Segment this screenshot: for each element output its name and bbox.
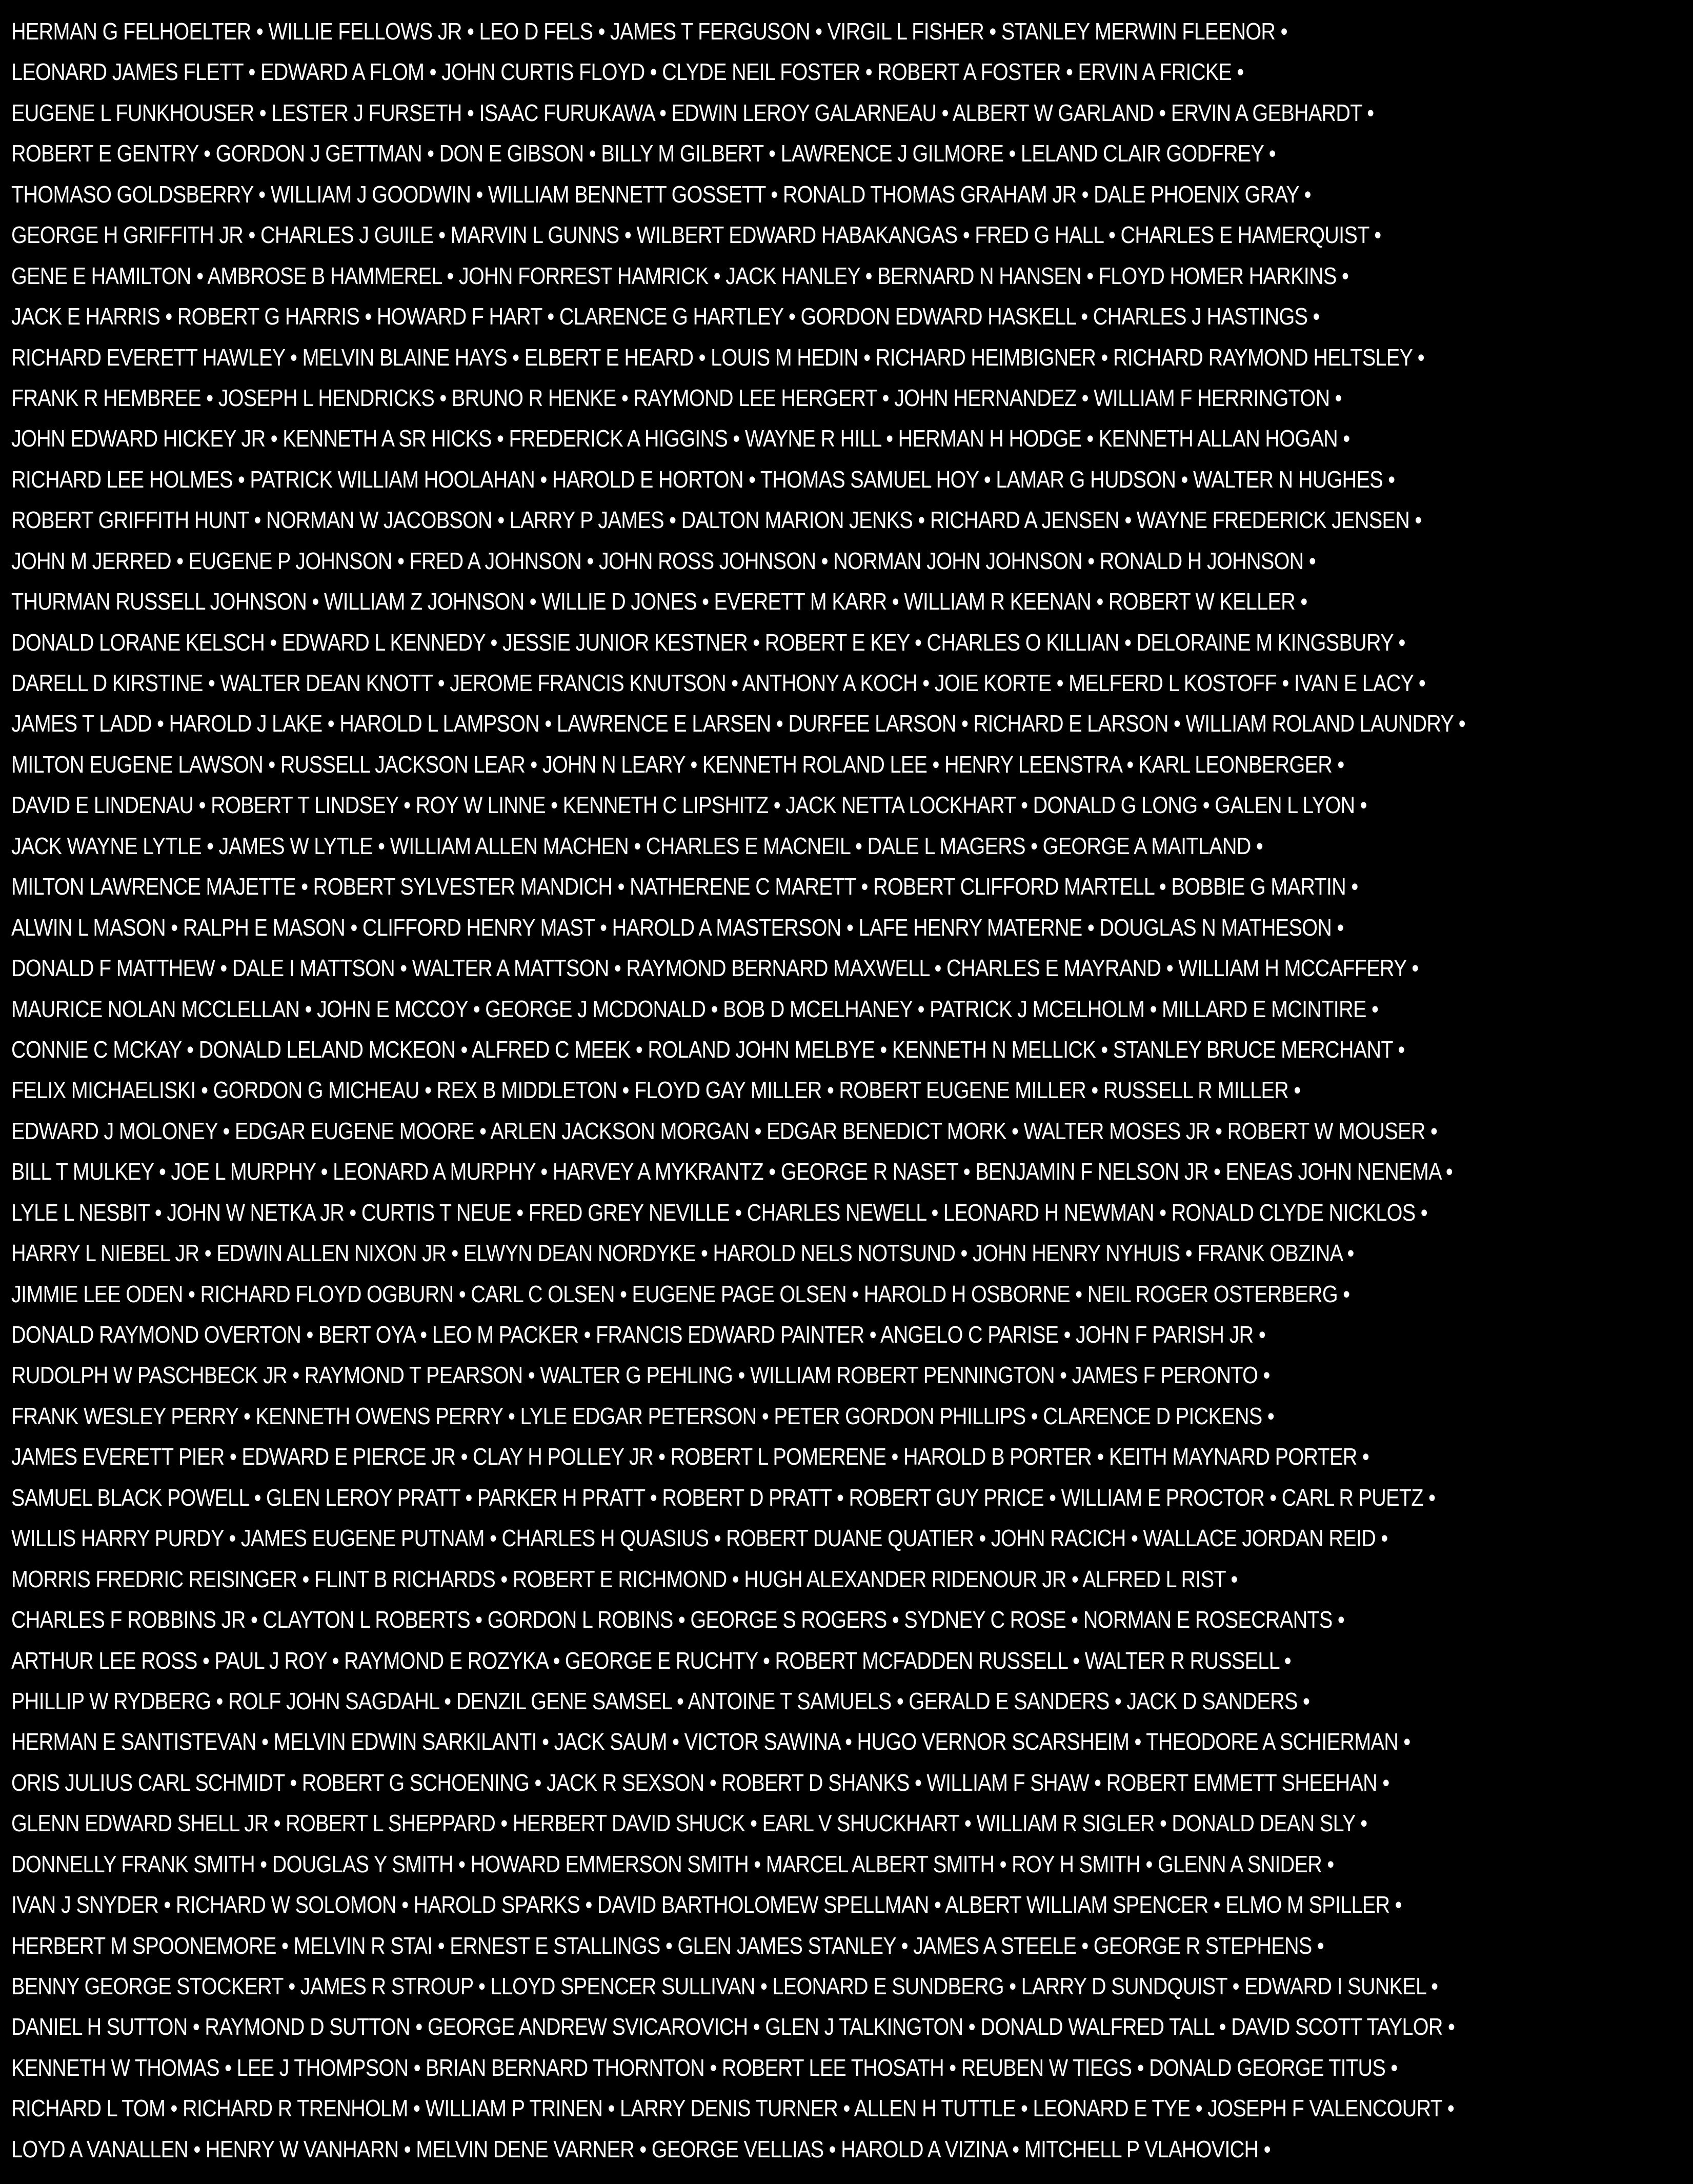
name-line: PHILLIP W RYDBERG • ROLF JOHN SAGDAHL • DENZIL GENE SAMSEL • ANTOINE T SAMUELS • GERALD E SANDERS • JACK D SANDERS •: [11, 1687, 1310, 1714]
name-line: DONALD F MATTHEW • DALE I MATTSON • WALTER A MATTSON • RAYMOND BERNARD MAXWELL • CHARLES E MAYRAND • WILLIAM H MCCAFFERY •: [11, 955, 1419, 982]
name-line: EUGENE L FUNKHOUSER • LESTER J FURSETH • ISAAC FURUKAWA • EDWIN LEROY GALARNEAU • ALBERT W GARLAND • ERVIN A GEBHARDT •: [11, 99, 1374, 126]
name-line: HARRY L NIEBEL JR • EDWIN ALLEN NIXON JR • ELWYN DEAN NORDYKE • HAROLD NELS NOTSUND • JOHN HENRY NYHUIS • FRANK OBZINA •: [11, 1240, 1354, 1267]
name-line: IVAN J SNYDER • RICHARD W SOLOMON • HAROLD SPARKS • DAVID BARTHOLOMEW SPELLMAN • ALBERT WILLIAM SPENCER • ELMO M SPILLER •: [11, 1891, 1402, 1918]
name-line: THOMASO GOLDSBERRY • WILLIAM J GOODWIN • WILLIAM BENNETT GOSSETT • RONALD THOMAS GRAHAM JR • DALE PHOENIX GRAY •: [11, 180, 1311, 208]
name-line: DARELL D KIRSTINE • WALTER DEAN KNOTT • JEROME FRANCIS KNUTSON • ANTHONY A KOCH • JOIE KORTE • MELFERD L KOSTOFF • IVAN E LACY •: [11, 670, 1426, 696]
name-line: HERBERT M SPOONEMORE • MELVIN R STAI • ERNEST E STALLINGS • GLEN JAMES STANLEY • JAMES A STEELE • GEORGE R STEPHENS •: [11, 1932, 1324, 1959]
name-line: JOHN EDWARD HICKEY JR • KENNETH A SR HICKS • FREDERICK A HIGGINS • WAYNE R HILL • HERMAN H HODGE • KENNETH ALLAN HOGAN •: [11, 425, 1350, 452]
name-line: GLENN EDWARD SHELL JR • ROBERT L SHEPPARD • HERBERT DAVID SHUCK • EARL V SHUCKHART • WILLIAM R SIGLER • DONALD DEAN SLY •: [11, 1810, 1367, 1837]
name-line: EDWARD J MOLONEY • EDGAR EUGENE MOORE • ARLEN JACKSON MORGAN • EDGAR BENEDICT MORK • WALTER MOSES JR • ROBERT W MOUSER •: [11, 1117, 1438, 1144]
name-line: RICHARD EVERETT HAWLEY • MELVIN BLAINE HAYS • ELBERT E HEARD • LOUIS M HEDIN • RICHARD HEIMBIGNER • RICHARD RAYMOND HELTSLEY •: [11, 343, 1424, 371]
name-line: CHARLES F ROBBINS JR • CLAYTON L ROBERTS • GORDON L ROBINS • GEORGE S ROGERS • SYDNEY C ROSE • NORMAN E ROSECRANTS •: [11, 1606, 1345, 1633]
name-line: JAMES T LADD • HAROLD J LAKE • HAROLD L LAMPSON • LAWRENCE E LARSEN • DURFEE LARSON • RICHARD E LARSON • WILLIAM ROLAND LAUNDRY •: [11, 710, 1465, 737]
name-line: JACK E HARRIS • ROBERT G HARRIS • HOWARD F HART • CLARENCE G HARTLEY • GORDON EDWARD HASKELL • CHARLES J HASTINGS •: [11, 303, 1320, 330]
name-line: ORIS JULIUS CARL SCHMIDT • ROBERT G SCHOENING • JACK R SEXSON • ROBERT D SHANKS • WILLIAM F SHAW • ROBERT EMMETT SHEEHAN •: [11, 1769, 1389, 1796]
name-line: DAVID E LINDENAU • ROBERT T LINDSEY • ROY W LINNE • KENNETH C LIPSHITZ • JACK NETTA LOCKHART • DONALD G LONG • GALEN L LYON •: [11, 792, 1367, 819]
name-line: THURMAN RUSSELL JOHNSON • WILLIAM Z JOHNSON • WILLIE D JONES • EVERETT M KARR • WILLIAM R KEENAN • ROBERT W KELLER •: [11, 588, 1307, 615]
name-line: MILTON LAWRENCE MAJETTE • ROBERT SYLVESTER MANDICH • NATHERENE C MARETT • ROBERT CLIFFORD MARTELL • BOBBIE G MARTIN •: [11, 873, 1358, 900]
name-line: JOHN M JERRED • EUGENE P JOHNSON • FRED A JOHNSON • JOHN ROSS JOHNSON • NORMAN JOHN JOHNSON • RONALD H JOHNSON •: [11, 547, 1316, 574]
name-line: DONALD RAYMOND OVERTON • BERT OYA • LEO M PACKER • FRANCIS EDWARD PAINTER • ANGELO C PARISE • JOHN F PARISH JR •: [11, 1321, 1266, 1348]
name-line: CONNIE C MCKAY • DONALD LELAND MCKEON • ALFRED C MEEK • ROLAND JOHN MELBYE • KENNETH N MELLICK • STANLEY BRUCE MERCHANT •: [11, 1036, 1405, 1063]
name-line: LYLE L NESBIT • JOHN W NETKA JR • CURTIS T NEUE • FRED GREY NEVILLE • CHARLES NEWELL • LEONARD H NEWMAN • RONALD CLYDE NICKLOS •: [11, 1199, 1427, 1226]
name-line: SAMUEL BLACK POWELL • GLEN LEROY PRATT • PARKER H PRATT • ROBERT D PRATT • ROBERT GUY PRICE • WILLIAM E PROCTOR • CARL R PUETZ •: [11, 1484, 1436, 1511]
name-line: RICHARD LEE HOLMES • PATRICK WILLIAM HOOLAHAN • HAROLD E HORTON • THOMAS SAMUEL HOY • LAMAR G HUDSON • WALTER N HUGHES •: [11, 466, 1395, 493]
name-line: WILLIS HARRY PURDY • JAMES EUGENE PUTNAM • CHARLES H QUASIUS • ROBERT DUANE QUATIER • JOHN RACICH • WALLACE JORDAN REID •: [11, 1525, 1388, 1552]
name-line: MAURICE NOLAN MCCLELLAN • JOHN E MCCOY • GEORGE J MCDONALD • BOB D MCELHANEY • PATRICK J MCELHOLM • MILLARD E MCINTIRE •: [11, 995, 1379, 1022]
name-line: RICHARD L TOM • RICHARD R TRENHOLM • WILLIAM P TRINEN • LARRY DENIS TURNER • ALLEN H TUTTLE • LEONARD E TYE • JOSEPH F VALENCOURT •: [11, 2095, 1455, 2122]
name-line: FELIX MICHAELISKI • GORDON G MICHEAU • REX B MIDDLETON • FLOYD GAY MILLER • ROBERT EUGENE MILLER • RUSSELL R MILLER •: [11, 1077, 1301, 1104]
name-line: ALWIN L MASON • RALPH E MASON • CLIFFORD HENRY MAST • HAROLD A MASTERSON • LAFE HENRY MATERNE • DOUGLAS N MATHESON •: [11, 914, 1344, 941]
name-line: MORRIS FREDRIC REISINGER • FLINT B RICHARDS • ROBERT E RICHMOND • HUGH ALEXANDER RIDENOUR JR • ALFRED L RIST •: [11, 1565, 1238, 1592]
name-line: LOYD A VANALLEN • HENRY W VANHARN • MELVIN DENE VARNER • GEORGE VELLIAS • HAROLD A VIZINA • MITCHELL P VLAHOVICH •: [11, 2135, 1271, 2162]
name-line: LEONARD JAMES FLETT • EDWARD A FLOM • JOHN CURTIS FLOYD • CLYDE NEIL FOSTER • ROBERT A FOSTER • ERVIN A FRICKE •: [11, 58, 1244, 86]
name-line: DONALD LORANE KELSCH • EDWARD L KENNEDY • JESSIE JUNIOR KESTNER • ROBERT E KEY • CHARLES O KILLIAN • DELORAINE M KINGSBURY •: [11, 629, 1405, 656]
name-line: GENE E HAMILTON • AMBROSE B HAMMEREL • JOHN FORREST HAMRICK • JACK HANLEY • BERNARD N HANSEN • FLOYD HOMER HARKINS •: [11, 262, 1349, 289]
name-line: BILL T MULKEY • JOE L MURPHY • LEONARD A MURPHY • HARVEY A MYKRANTZ • GEORGE R NASET • BENJAMIN F NELSON JR • ENEAS JOHN NENEMA •: [11, 1158, 1453, 1185]
name-line: ARTHUR LEE ROSS • PAUL J ROY • RAYMOND E ROZYKA • GEORGE E RUCHTY • ROBERT MCFADDEN RUSSELL • WALTER R RUSSELL •: [11, 1647, 1291, 1674]
name-line: FRANK R HEMBREE • JOSEPH L HENDRICKS • BRUNO R HENKE • RAYMOND LEE HERGERT • JOHN HERNANDEZ • WILLIAM F HERRINGTON •: [11, 384, 1342, 411]
name-line: HERMAN E SANTISTEVAN • MELVIN EDWIN SARKILANTI • JACK SAUM • VICTOR SAWINA • HUGO VERNOR SCARSHEIM • THEODORE A SCHIERMAN •: [11, 1728, 1410, 1755]
name-line: ROBERT GRIFFITH HUNT • NORMAN W JACOBSON • LARRY P JAMES • DALTON MARION JENKS • RICHARD A JENSEN • WAYNE FREDERICK JENSEN •: [11, 507, 1422, 534]
memorial-name-wall: [11, 11, 1688, 2170]
name-line: MILTON EUGENE LAWSON • RUSSELL JACKSON LEAR • JOHN N LEARY • KENNETH ROLAND LEE • HENRY LEENSTRA • KARL LEONBERGER •: [11, 751, 1344, 778]
name-line: DANIEL H SUTTON • RAYMOND D SUTTON • GEORGE ANDREW SVICAROVICH • GLEN J TALKINGTON • DONALD WALFRED TALL • DAVID SCOTT TAYLOR •: [11, 2013, 1455, 2040]
name-line: DONNELLY FRANK SMITH • DOUGLAS Y SMITH • HOWARD EMMERSON SMITH • MARCEL ALBERT SMITH • ROY H SMITH • GLENN A SNIDER •: [11, 1850, 1334, 1877]
name-line: GEORGE H GRIFFITH JR • CHARLES J GUILE • MARVIN L GUNNS • WILBERT EDWARD HABAKANGAS • FRED G HALL • CHARLES E HAMERQUIST •: [11, 221, 1381, 249]
name-line: RUDOLPH W PASCHBECK JR • RAYMOND T PEARSON • WALTER G PEHLING • WILLIAM ROBERT PENNINGTON • JAMES F PERONTO •: [11, 1362, 1270, 1389]
name-line: JIMMIE LEE ODEN • RICHARD FLOYD OGBURN • CARL C OLSEN • EUGENE PAGE OLSEN • HAROLD H OSBORNE • NEIL ROGER OSTERBERG •: [11, 1280, 1350, 1307]
name-line: KENNETH W THOMAS • LEE J THOMPSON • BRIAN BERNARD THORNTON • ROBERT LEE THOSATH • REUBEN W TIEGS • DONALD GEORGE TITUS •: [11, 2054, 1398, 2081]
name-line: JACK WAYNE LYTLE • JAMES W LYTLE • WILLIAM ALLEN MACHEN • CHARLES E MACNEIL • DALE L MAGERS • GEORGE A MAITLAND •: [11, 832, 1263, 859]
name-line: FRANK WESLEY PERRY • KENNETH OWENS PERRY • LYLE EDGAR PETERSON • PETER GORDON PHILLIPS • CLARENCE D PICKENS •: [11, 1402, 1274, 1429]
name-line: HERMAN G FELHOELTER • WILLIE FELLOWS JR • LEO D FELS • JAMES T FERGUSON • VIRGIL L FISHER • STANLEY MERWIN FLEENOR •: [11, 18, 1287, 45]
name-line: JAMES EVERETT PIER • EDWARD E PIERCE JR • CLAY H POLLEY JR • ROBERT L POMERENE • HAROLD B PORTER • KEITH MAYNARD PORTER •: [11, 1443, 1369, 1470]
name-line: BENNY GEORGE STOCKERT • JAMES R STROUP • LLOYD SPENCER SULLIVAN • LEONARD E SUNDBERG • LARRY D SUNDQUIST • EDWARD I SUNKEL •: [11, 1973, 1438, 1999]
name-line: ROBERT E GENTRY • GORDON J GETTMAN • DON E GIBSON • BILLY M GILBERT • LAWRENCE J GILMORE • LELAND CLAIR GODFREY •: [11, 140, 1276, 167]
